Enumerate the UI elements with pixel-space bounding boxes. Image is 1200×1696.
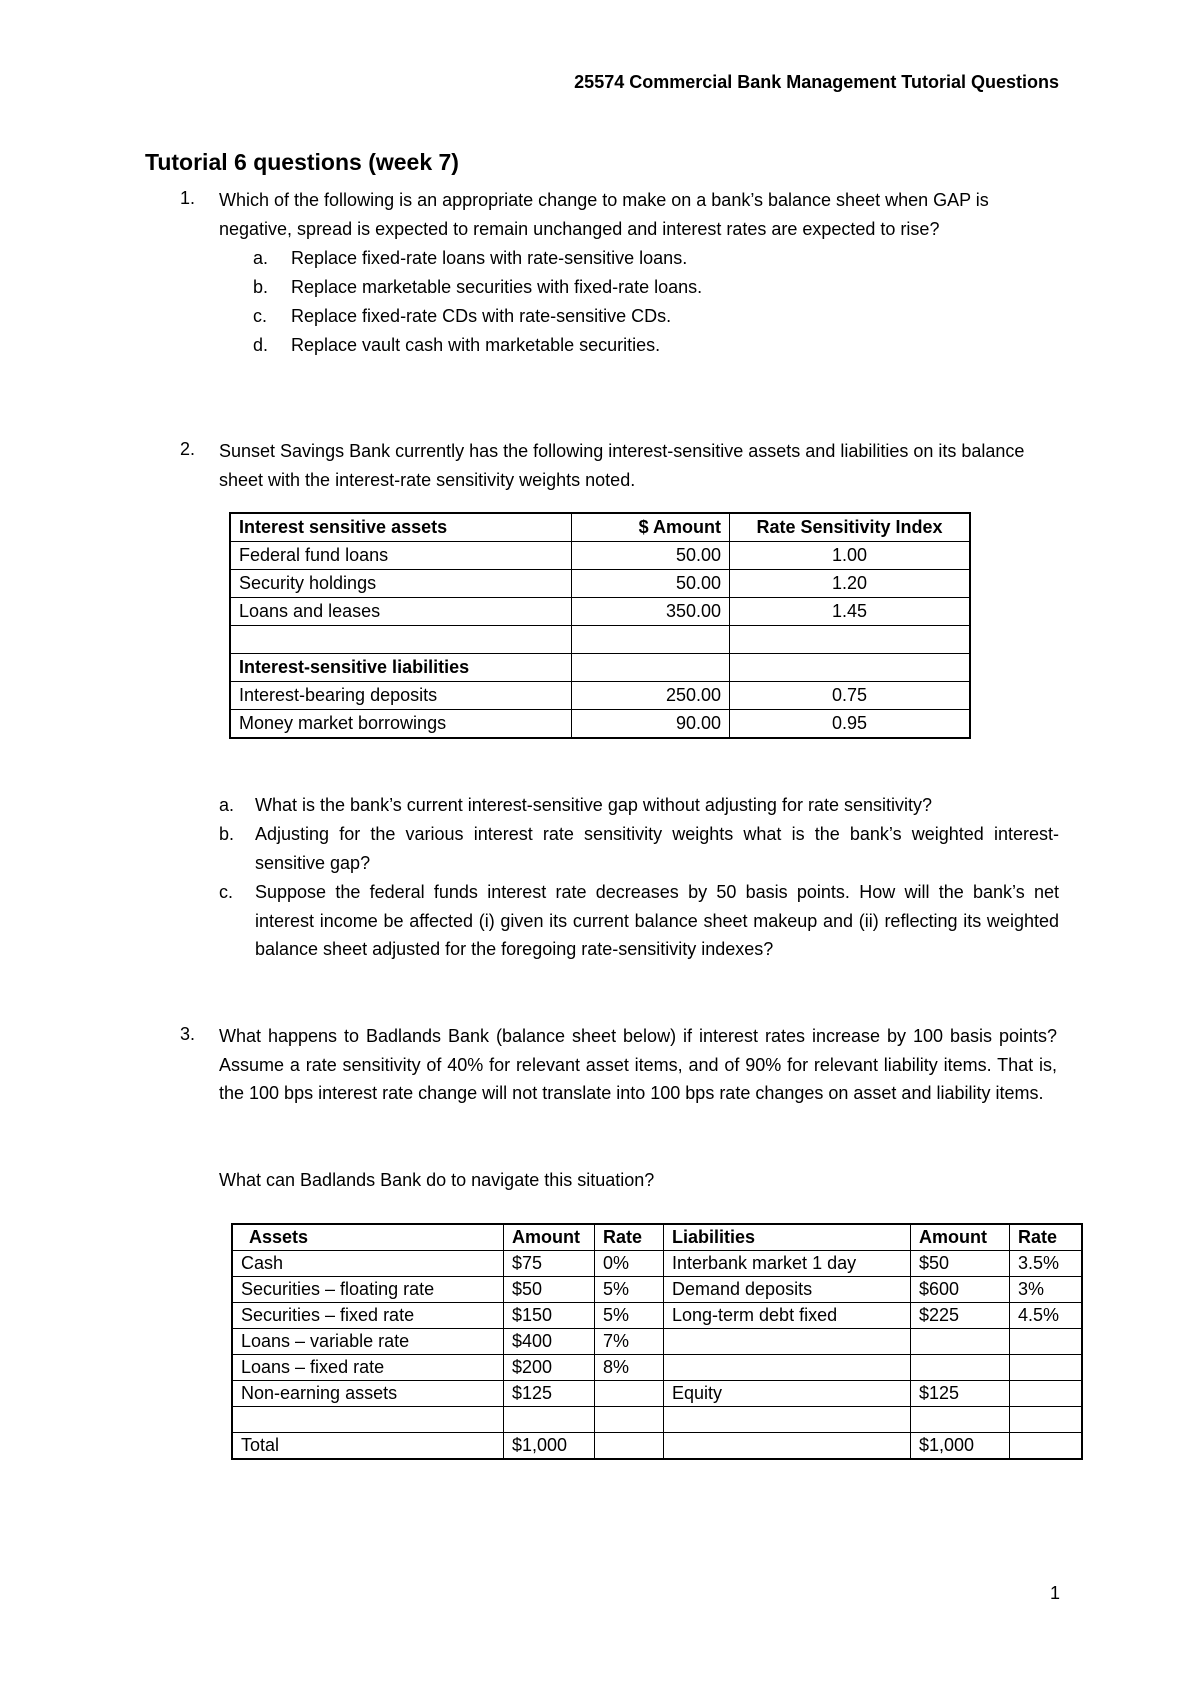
- table-header: Amount: [911, 1224, 1010, 1251]
- option-label: d.: [253, 335, 269, 355]
- table-cell: $1,000: [504, 1433, 595, 1460]
- table-cell: [1010, 1381, 1083, 1407]
- table-cell: $50: [504, 1277, 595, 1303]
- table-cell: Equity: [664, 1381, 911, 1407]
- question-number: 1.: [180, 188, 196, 208]
- page-title: Tutorial 6 questions (week 7): [145, 149, 459, 175]
- page-number: 1: [1050, 1583, 1061, 1603]
- table-cell: Long-term debt fixed: [664, 1303, 911, 1329]
- table-cell: 50.00: [572, 542, 730, 570]
- balance-sheet-table: [231, 1223, 1083, 1460]
- table-cell: Money market borrowings: [230, 710, 572, 739]
- question-text: Which of the following is an appropriate change to make on a bank’s balance sheet when GAP is negative, spread is expected to remain unchanged and interest rates are expected to rise?: [219, 190, 989, 239]
- table-cell: Interest-bearing deposits: [230, 682, 572, 710]
- table-cell: 1.00: [730, 542, 971, 570]
- table-cell: [664, 1355, 911, 1381]
- table-cell: 250.00: [572, 682, 730, 710]
- table-cell: [572, 654, 730, 682]
- table-row: [232, 1329, 1082, 1355]
- table-cell: [664, 1329, 911, 1355]
- option-label: b.: [253, 277, 269, 297]
- table-cell: 4.5%: [1010, 1303, 1083, 1329]
- table-cell: [504, 1407, 595, 1433]
- question-text: What happens to Badlands Bank (balance sheet below) if interest rates increase by 100 basis points? Assume a rate sensitivity of 40% for relevant asset items, and of 90% for relevant liability items. That is, the 100 bps interest rate change will not translate into 100 bps rate changes on asset and liability items.: [219, 1026, 1057, 1103]
- table-row: [230, 570, 970, 598]
- table-cell: Federal fund loans: [230, 542, 572, 570]
- table-row: [232, 1433, 1082, 1460]
- option-text: Replace marketable securities with fixed-rate loans.: [291, 277, 703, 297]
- table-cell: 5%: [595, 1277, 664, 1303]
- table-row: [232, 1277, 1082, 1303]
- follow-up-text: What can Badlands Bank do to navigate this situation?: [219, 1170, 655, 1190]
- page-header: 25574 Commercial Bank Management Tutorial Questions: [574, 72, 1059, 92]
- table-cell: Total: [232, 1433, 504, 1460]
- table-cell: 0.95: [730, 710, 971, 739]
- option-text: Replace fixed-rate loans with rate-sensitive loans.: [291, 248, 688, 268]
- table-cell: [664, 1433, 911, 1460]
- table-row: [230, 598, 970, 626]
- table-cell: $50: [911, 1251, 1010, 1277]
- table-cell: [230, 626, 572, 654]
- table-header: $ Amount: [572, 513, 730, 542]
- table-cell: 0%: [595, 1251, 664, 1277]
- table-header: Rate: [1010, 1224, 1083, 1251]
- table-row: [230, 542, 970, 570]
- table-cell: 7%: [595, 1329, 664, 1355]
- table-row: [232, 1381, 1082, 1407]
- table-cell: [1010, 1329, 1083, 1355]
- table-header-row: [230, 513, 970, 542]
- option-text: Replace fixed-rate CDs with rate-sensitive CDs.: [291, 306, 672, 326]
- table-cell: [911, 1355, 1010, 1381]
- table-cell: 90.00: [572, 710, 730, 739]
- part-label: a.: [219, 795, 235, 815]
- table-cell: 8%: [595, 1355, 664, 1381]
- table-cell: $400: [504, 1329, 595, 1355]
- table-cell: $200: [504, 1355, 595, 1381]
- table-cell: $225: [911, 1303, 1010, 1329]
- table-cell: [1010, 1433, 1083, 1460]
- table-header: Interest sensitive assets: [230, 513, 572, 542]
- table-cell: Interest-sensitive liabilities: [230, 654, 572, 682]
- option-text: Replace vault cash with marketable securities.: [291, 335, 661, 355]
- table-row: [230, 710, 970, 739]
- part-label: c.: [219, 882, 234, 902]
- table-row: [232, 1303, 1082, 1329]
- table-cell: 3%: [1010, 1277, 1083, 1303]
- table-cell: [730, 626, 971, 654]
- table-row: [232, 1407, 1082, 1433]
- part-label: b.: [219, 824, 235, 844]
- table-row: [232, 1355, 1082, 1381]
- table-cell: [232, 1407, 504, 1433]
- table-header: Rate: [595, 1224, 664, 1251]
- table-cell: [595, 1407, 664, 1433]
- table-cell: Loans – fixed rate: [232, 1355, 504, 1381]
- table-cell: 1.20: [730, 570, 971, 598]
- option-label: c.: [253, 306, 268, 326]
- table-cell: Loans and leases: [230, 598, 572, 626]
- sensitivity-table: [229, 512, 971, 739]
- table-cell: [1010, 1355, 1083, 1381]
- table-cell: 1.45: [730, 598, 971, 626]
- table-cell: $1,000: [911, 1433, 1010, 1460]
- table-header-row: [232, 1224, 1082, 1251]
- table-cell: Securities – floating rate: [232, 1277, 504, 1303]
- table-cell: 3.5%: [1010, 1251, 1083, 1277]
- table-cell: Security holdings: [230, 570, 572, 598]
- table-cell: $75: [504, 1251, 595, 1277]
- question-number: 2.: [180, 439, 196, 459]
- table-header: Liabilities: [664, 1224, 911, 1251]
- table-cell: Cash: [232, 1251, 504, 1277]
- table-cell: $600: [911, 1277, 1010, 1303]
- table-cell: Loans – variable rate: [232, 1329, 504, 1355]
- question-number: 3.: [180, 1024, 196, 1044]
- table-cell: [1010, 1407, 1083, 1433]
- table-cell: Securities – fixed rate: [232, 1303, 504, 1329]
- table-cell: 5%: [595, 1303, 664, 1329]
- table-row: [230, 654, 970, 682]
- table-cell: Interbank market 1 day: [664, 1251, 911, 1277]
- table-cell: Non-earning assets: [232, 1381, 504, 1407]
- option-label: a.: [253, 248, 269, 268]
- part-text: Suppose the federal funds interest rate decreases by 50 basis points. How will the bank’s net interest income be affected (i) given its current balance sheet makeup and (ii) reflecting its weighted balance sheet adjusted for the foregoing rate-sensitivity indexes?: [255, 882, 1059, 959]
- table-header: Rate Sensitivity Index: [730, 513, 971, 542]
- table-cell: [911, 1329, 1010, 1355]
- table-cell: $150: [504, 1303, 595, 1329]
- table-cell: $125: [911, 1381, 1010, 1407]
- table-cell: [595, 1433, 664, 1460]
- table-row: [232, 1251, 1082, 1277]
- part-text: Adjusting for the various interest rate sensitivity weights what is the bank’s weighted interest-sensitive gap?: [255, 824, 1059, 873]
- table-cell: [595, 1381, 664, 1407]
- table-cell: [664, 1407, 911, 1433]
- question-text: Sunset Savings Bank currently has the following interest-sensitive assets and liabilities on its balance sheet with the interest-rate sensitivity weights noted.: [219, 441, 1025, 490]
- table-cell: [572, 626, 730, 654]
- table-cell: 50.00: [572, 570, 730, 598]
- part-text: What is the bank’s current interest-sensitive gap without adjusting for rate sensitivity?: [255, 795, 932, 815]
- table-cell: [730, 654, 971, 682]
- table-cell: Demand deposits: [664, 1277, 911, 1303]
- table-row: [230, 682, 970, 710]
- table-header: Assets: [232, 1224, 504, 1251]
- table-row: [230, 626, 970, 654]
- table-cell: 350.00: [572, 598, 730, 626]
- table-header: Amount: [504, 1224, 595, 1251]
- table-cell: 0.75: [730, 682, 971, 710]
- table-cell: $125: [504, 1381, 595, 1407]
- table-cell: [911, 1407, 1010, 1433]
